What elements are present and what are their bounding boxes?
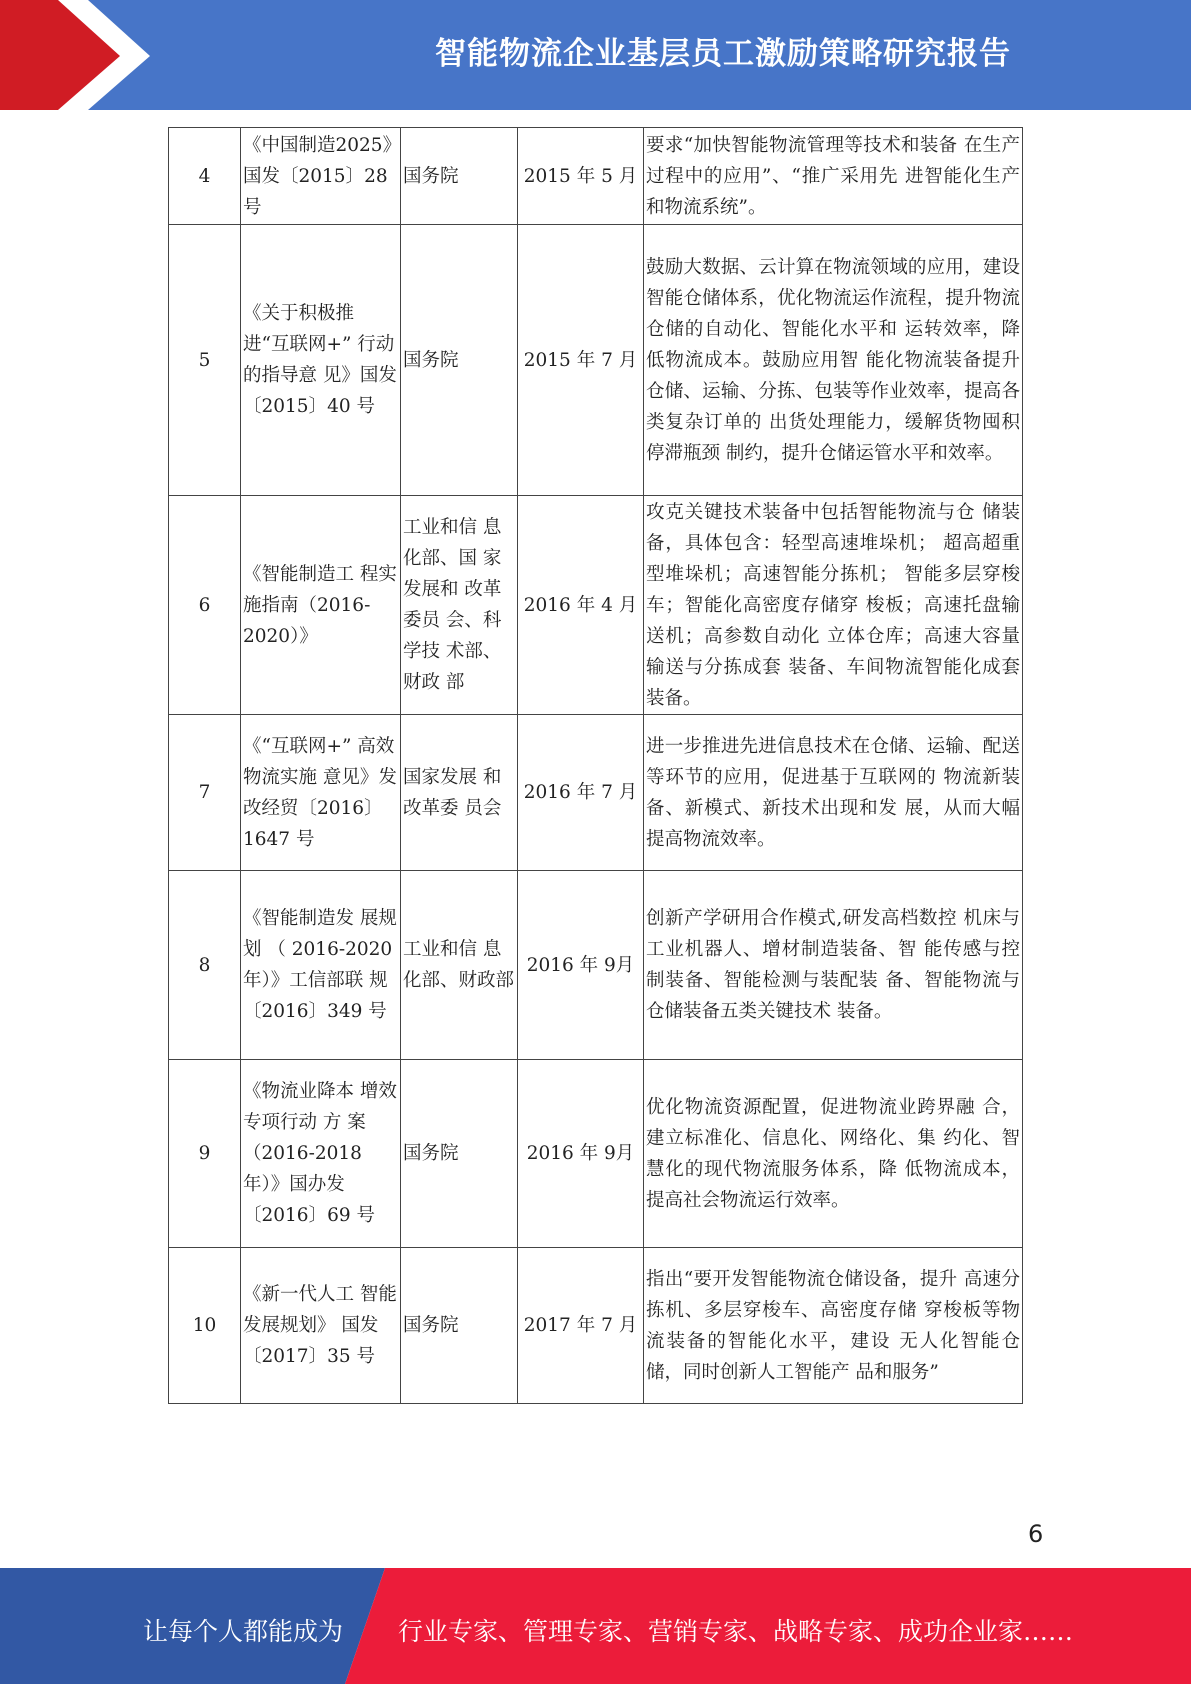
table-row xyxy=(169,225,1023,496)
policy-content: 优化物流资源配置，促进物流业跨界融 合，建立标准化、信息化、网络化、集 约化、智慧化的现代物流服务体系，降 低物流成本，提高社会物流运行效率。 xyxy=(644,1060,1023,1248)
issue-date: 2016 年 4 月 xyxy=(518,496,644,715)
table-row xyxy=(169,128,1023,225)
issue-date: 2017 年 7 月 xyxy=(518,1248,644,1404)
issuing-body: 国务院 xyxy=(401,225,518,496)
issuing-body: 国家发展 和改革委 员会 xyxy=(401,715,518,871)
document-name: 《关于积极推 进“互联网+” 行动的指导意 见》国发〔2015〕40 号 xyxy=(241,225,401,496)
row-number: 6 xyxy=(169,496,241,715)
table-row xyxy=(169,871,1023,1060)
policy-content: 要求“加快智能物流管理等技术和装备 在生产过程中的应用”、“推广采用先 进智能化生产和物流系统”。 xyxy=(644,128,1023,225)
policy-content: 创新产学研用合作模式,研发高档数控 机床与工业机器人、增材制造装备、智 能传感与控制装备、智能检测与装配装 备、智能物流与仓储装备五类关键技术 装备。 xyxy=(644,871,1023,1060)
policy-table xyxy=(168,127,1023,1404)
document-name: 《物流业降本 增效专项行动 方 案（2016-2018 年）》国办发〔2016〕69 号 xyxy=(241,1060,401,1248)
issue-date: 2016 年 9月 xyxy=(518,1060,644,1248)
row-number: 10 xyxy=(169,1248,241,1404)
report-title: 智能物流企业基层员工激励策略研究报告 xyxy=(435,36,1011,72)
document-name: 《中国制造2025》国发〔2015〕28 号 xyxy=(241,128,401,225)
issue-date: 2016 年 9月 xyxy=(518,871,644,1060)
policy-content: 进一步推进先进信息技术在仓储、运输、配送等环节的应用，促进基于互联网的 物流新装备、新模式、新技术出现和发 展，从而大幅提高物流效率。 xyxy=(644,715,1023,871)
issuing-body: 工业和信 息化部、财政部 xyxy=(401,871,518,1060)
row-number: 9 xyxy=(169,1060,241,1248)
table-row xyxy=(169,1248,1023,1404)
row-number: 8 xyxy=(169,871,241,1060)
table-row xyxy=(169,496,1023,715)
page-number: 6 xyxy=(1028,1520,1044,1548)
table-row xyxy=(169,1060,1023,1248)
issue-date: 2016 年 7 月 xyxy=(518,715,644,871)
policy-content: 指出“要开发智能物流仓储设备，提升 高速分拣机、多层穿梭车、高密度存储 穿梭板等物流装备的智能化水平，建设 无人化智能仓储，同时创新人工智能产 品和服务” xyxy=(644,1248,1023,1404)
row-number: 7 xyxy=(169,715,241,871)
footer-slogan-right: 行业专家、管理专家、营销专家、战略专家、成功企业家…… xyxy=(398,1617,1074,1646)
policy-content: 攻克关键技术装备中包括智能物流与仓 储装备，具体包含：轻型高速堆垛机； 超高超重型堆垛机；高速智能分拣机； 智能多层穿梭车；智能化高密度存储穿 梭板；高速托盘输送机；高参数自动化 立体仓库；高速大容量输送与分拣成套 装备、车间物流智能化成套装备。 xyxy=(644,496,1023,715)
issuing-body: 国务院 xyxy=(401,128,518,225)
footer-slogan-left: 让每个人都能成为 xyxy=(143,1617,344,1646)
page-header xyxy=(0,0,1191,110)
issuing-body: 国务院 xyxy=(401,1248,518,1404)
row-number: 4 xyxy=(169,128,241,225)
row-number: 5 xyxy=(169,225,241,496)
document-name: 《新一代人工 智能发展规划》 国发〔2017〕35 号 xyxy=(241,1248,401,1404)
issue-date: 2015 年 5 月 xyxy=(518,128,644,225)
document-name: 《智能制造工 程实施指南（2016-2020）》 xyxy=(241,496,401,715)
policy-content: 鼓励大数据、云计算在物流领域的应用，建设智能仓储体系，优化物流运作流程，提升物流仓储的自动化、智能化水平和 运转效率，降低物流成本。鼓励应用智 能化物流装备提升仓储、运输、分拣、包装等作业效率，提高各类复杂订单的 出货处理能力，缓解货物囤积停滞瓶颈 制约，提升仓储运管水平和效率。 xyxy=(644,225,1023,496)
document-name: 《智能制造发 展规 划 （ 2016-2020 年）》工信部联 规〔2016〕349 号 xyxy=(241,871,401,1060)
issuing-body: 国务院 xyxy=(401,1060,518,1248)
issue-date: 2015 年 7 月 xyxy=(518,225,644,496)
document-name: 《“互联网+” 高效物流实施 意见》发改经贸〔2016〕1647 号 xyxy=(241,715,401,871)
issuing-body: 工业和信 息化部、国 家发展和 改革委员 会、科学技 术部、财政 部 xyxy=(401,496,518,715)
table-row xyxy=(169,715,1023,871)
page-footer xyxy=(0,1568,1191,1684)
